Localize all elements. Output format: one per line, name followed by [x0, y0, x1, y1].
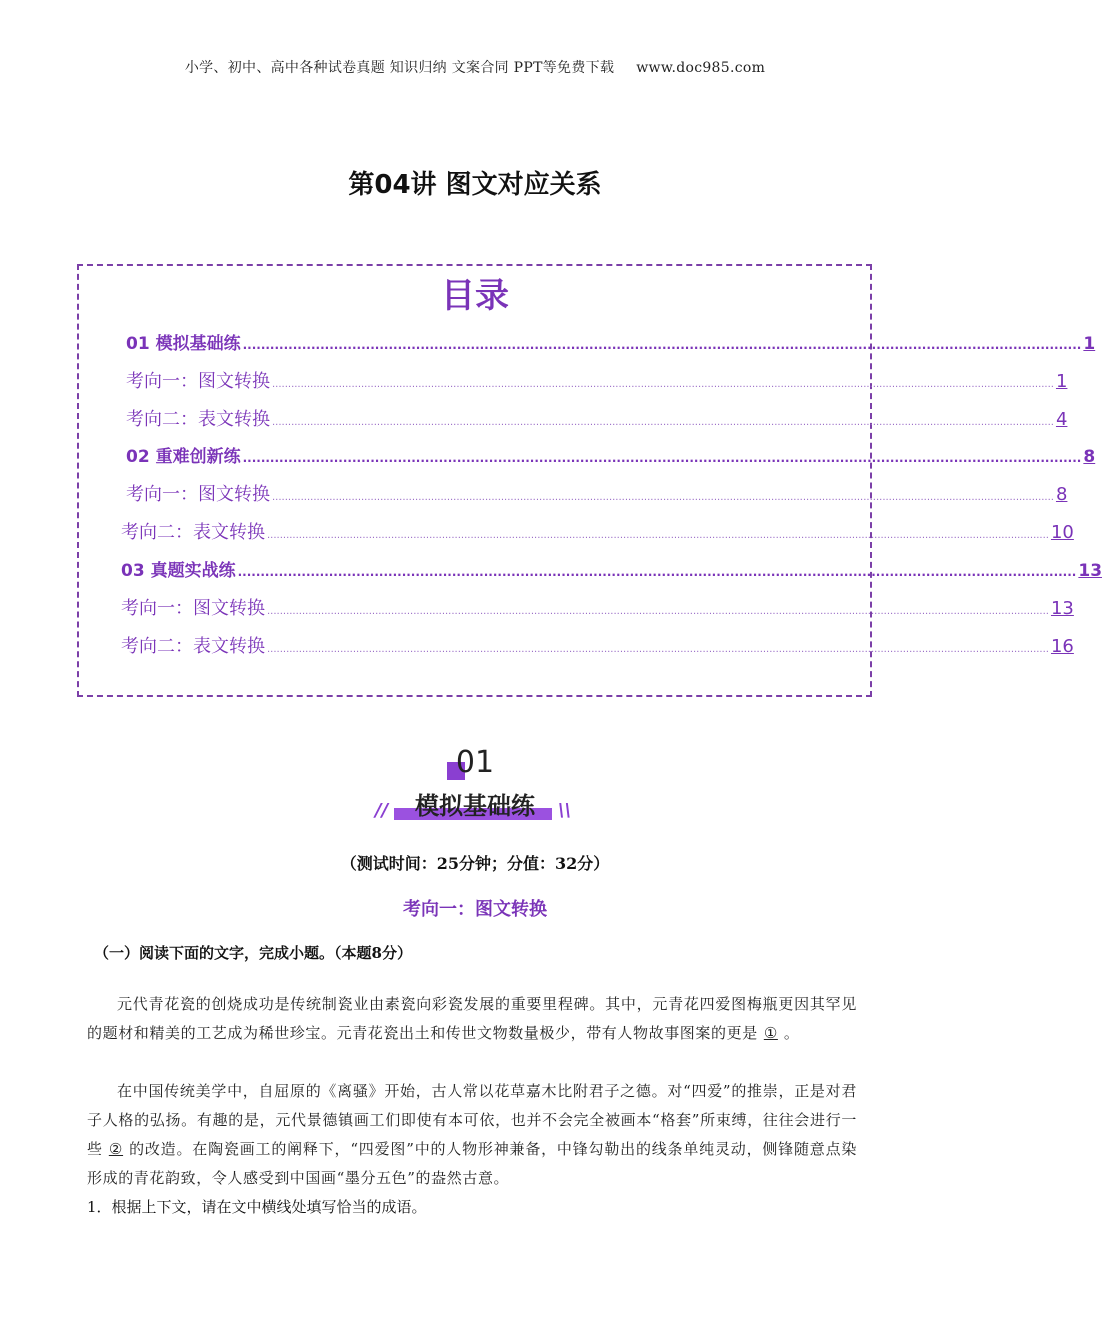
- toc-item-page[interactable]: 8: [1055, 484, 1068, 505]
- right-slash-decoration: \\: [558, 800, 572, 821]
- toc-item-sub[interactable]: [121, 632, 1074, 658]
- toc-leader-dots: ........................................................................................................................................................................................: [237, 565, 1077, 579]
- toc-leader-dots: ......................................................................................................................................................................................................................................................: [267, 530, 1049, 541]
- page-header: [0, 57, 950, 77]
- toc-item-page[interactable]: 16: [1050, 636, 1074, 657]
- toc-item-sub[interactable]: [126, 405, 1068, 431]
- toc-leader-dots: ......................................................................................................................................................................................................................................................: [272, 492, 1054, 503]
- toc-item-sub[interactable]: [126, 480, 1068, 506]
- toc-item-sub[interactable]: [121, 518, 1074, 544]
- passage-paragraph-2: [87, 1077, 857, 1193]
- passage-text: 元代青花瓷的创烧成功是传统制瓷业由素瓷向彩瓷发展的重要里程碑。其中，元青花四爱图梅瓶更因其罕见的题材和精美的工艺成为稀世珍宝。元青花瓷出土和传世文物数量极少，带有人物故事图案的更是: [87, 995, 857, 1042]
- header-text: 小学、初中、高中各种试卷真题 知识归纳 文案合同 PPT等免费下载: [184, 60, 615, 76]
- toc-item-main-01[interactable]: [126, 329, 1096, 354]
- toc-item-page[interactable]: 1: [1055, 371, 1068, 392]
- toc-item-page[interactable]: 13: [1078, 561, 1102, 581]
- toc-item-label: 考向一：图文转换: [121, 598, 265, 619]
- passage-text: 的改造。在陶瓷画工的阐释下，“四爱图”中的人物形神兼备，中锋勾勒出的线条单纯灵动，侧锋随意点染形成的青花韵致，令人感受到中国画“墨分五色”的盎然古意。: [87, 1140, 857, 1187]
- toc-leader-dots: ........................................................................................................................................................................................: [242, 451, 1082, 465]
- document-title: 第04讲 图文对应关系: [348, 170, 602, 200]
- blank-1: ①: [763, 1024, 778, 1042]
- direction-title: 考向一：图文转换: [403, 899, 547, 920]
- toc-item-page[interactable]: 4: [1055, 409, 1068, 430]
- toc-leader-dots: ......................................................................................................................................................................................................................................................: [272, 379, 1054, 390]
- passage-text: 。: [783, 1024, 800, 1042]
- question-group-heading: （一）阅读下面的文字，完成小题。（本题8分）: [94, 944, 412, 962]
- passage-paragraph-1: [87, 990, 857, 1048]
- toc-item-label: 考向二：表文转换: [126, 409, 270, 430]
- header-site-link[interactable]: www.doc985.com: [636, 60, 766, 76]
- section-number: 01: [455, 745, 495, 780]
- blank-2: ②: [108, 1140, 124, 1158]
- toc-item-label: 考向一：图文转换: [126, 371, 270, 392]
- toc-leader-dots: ......................................................................................................................................................................................................................................................: [272, 417, 1054, 428]
- left-slash-decoration: //: [375, 800, 389, 821]
- toc-leader-dots: ......................................................................................................................................................................................................................................................: [267, 606, 1049, 617]
- toc-item-sub[interactable]: [126, 367, 1068, 393]
- toc-leader-dots: ......................................................................................................................................................................................................................................................: [267, 644, 1049, 655]
- toc-item-label: 考向二：表文转换: [121, 636, 265, 657]
- toc-item-page[interactable]: 8: [1083, 447, 1096, 467]
- toc-item-sub[interactable]: [121, 594, 1074, 620]
- toc-item-page[interactable]: 1: [1083, 334, 1096, 354]
- test-time-note: （测试时间：25分钟；分值：32分）: [340, 854, 610, 873]
- toc-item-label: 考向二：表文转换: [121, 522, 265, 543]
- toc-item-label: 考向一：图文转换: [126, 484, 270, 505]
- toc-item-label: 01 模拟基础练: [126, 334, 241, 354]
- section-title: 模拟基础练: [415, 792, 535, 820]
- passage-text: 在中国传统美学中，自屈原的《离骚》开始，古人常以花草嘉木比附君子之德。对“四爱”的推崇，正是对君子人格的弘扬。有趣的是，元代景德镇画工们即使有本可依，也并不会完全被画本“格套”所束缚，往往会进行一些: [87, 1082, 857, 1158]
- toc-item-label: 02 重难创新练: [126, 447, 241, 467]
- toc-leader-dots: ........................................................................................................................................................................................: [242, 338, 1082, 352]
- toc-item-main-02[interactable]: [126, 442, 1096, 467]
- toc-item-page[interactable]: 13: [1050, 598, 1074, 619]
- question-1: 1．根据上下文，请在文中横线处填写恰当的成语。: [87, 1198, 427, 1216]
- toc-heading: 目录: [441, 276, 509, 316]
- toc-item-label: 03 真题实战练: [121, 561, 236, 581]
- toc-item-main-03[interactable]: [121, 556, 1102, 581]
- toc-item-page[interactable]: 10: [1050, 522, 1074, 543]
